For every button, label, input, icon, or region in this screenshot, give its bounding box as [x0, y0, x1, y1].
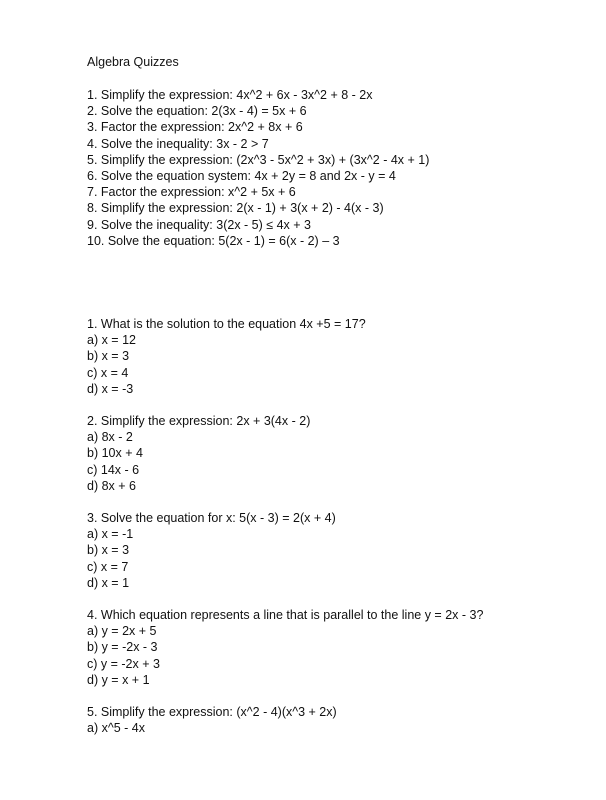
document-title: Algebra Quizzes	[87, 55, 179, 69]
question-text: 4. Which equation represents a line that is parallel to the line y = 2x - 3?	[87, 608, 484, 623]
problem-item: 4. Solve the inequality: 3x - 2 > 7	[87, 136, 269, 151]
question-text: 1. What is the solution to the equation 4x +5 = 17?	[87, 317, 366, 331]
answer-option: d) x = -3	[87, 381, 134, 396]
answer-option: d) y = x + 1	[87, 672, 150, 687]
problem-item: 6. Solve the equation system: 4x + 2y = 8 and 2x - y = 4	[87, 169, 396, 184]
quiz-question-block	[87, 316, 596, 397]
answer-option: b) x = 3	[87, 543, 130, 558]
answer-option: b) y = -2x - 3	[87, 640, 158, 655]
problem-item: 10. Solve the equation: 5(2x - 1) = 6(x - 2) – 3	[87, 233, 340, 248]
answer-option: c) 14x - 6	[87, 462, 140, 477]
answer-option: a) x^5 - 4x	[87, 721, 145, 736]
document-title-block	[87, 54, 596, 70]
answer-option: c) x = 7	[87, 559, 129, 574]
answer-option: d) x = 1	[87, 575, 130, 590]
answer-option: a) y = 2x + 5	[87, 624, 157, 639]
answer-option: a) x = 12	[87, 333, 136, 348]
problem-item: 5. Simplify the expression: (2x^3 - 5x^2 + 3x) + (3x^2 - 4x + 1)	[87, 152, 430, 167]
quiz-question-block	[87, 510, 596, 591]
problem-item: 3. Factor the expression: 2x^2 + 8x + 6	[87, 120, 303, 135]
multiple-choice-quiz	[87, 316, 596, 752]
problem-item: 1. Simplify the expression: 4x^2 + 6x - 3x^2 + 8 - 2x	[87, 88, 373, 102]
problem-item: 9. Solve the inequality: 3(2x - 5) ≤ 4x + 3	[87, 217, 311, 232]
answer-option: b) x = 3	[87, 349, 130, 364]
question-text: 2. Simplify the expression: 2x + 3(4x - 2)	[87, 414, 311, 429]
answer-option: c) x = 4	[87, 365, 129, 380]
problem-item: 7. Factor the expression: x^2 + 5x + 6	[87, 185, 296, 200]
answer-option: a) 8x - 2	[87, 430, 133, 445]
problem-item: 2. Solve the equation: 2(3x - 4) = 5x + 6	[87, 104, 307, 119]
problem-item: 8. Simplify the expression: 2(x - 1) + 3(x + 2) - 4(x - 3)	[87, 201, 384, 216]
answer-option: b) 10x + 4	[87, 446, 143, 461]
quiz-question-block	[87, 704, 596, 736]
answer-option: a) x = -1	[87, 527, 134, 542]
question-text: 5. Simplify the expression: (x^2 - 4)(x^3 + 2x)	[87, 705, 337, 720]
question-text: 3. Solve the equation for x: 5(x - 3) = 2(x + 4)	[87, 511, 336, 526]
problem-list	[87, 87, 596, 249]
answer-option: c) y = -2x + 3	[87, 656, 160, 671]
quiz-question-block	[87, 413, 596, 494]
quiz-question-block	[87, 607, 596, 688]
answer-option: d) 8x + 6	[87, 478, 136, 493]
